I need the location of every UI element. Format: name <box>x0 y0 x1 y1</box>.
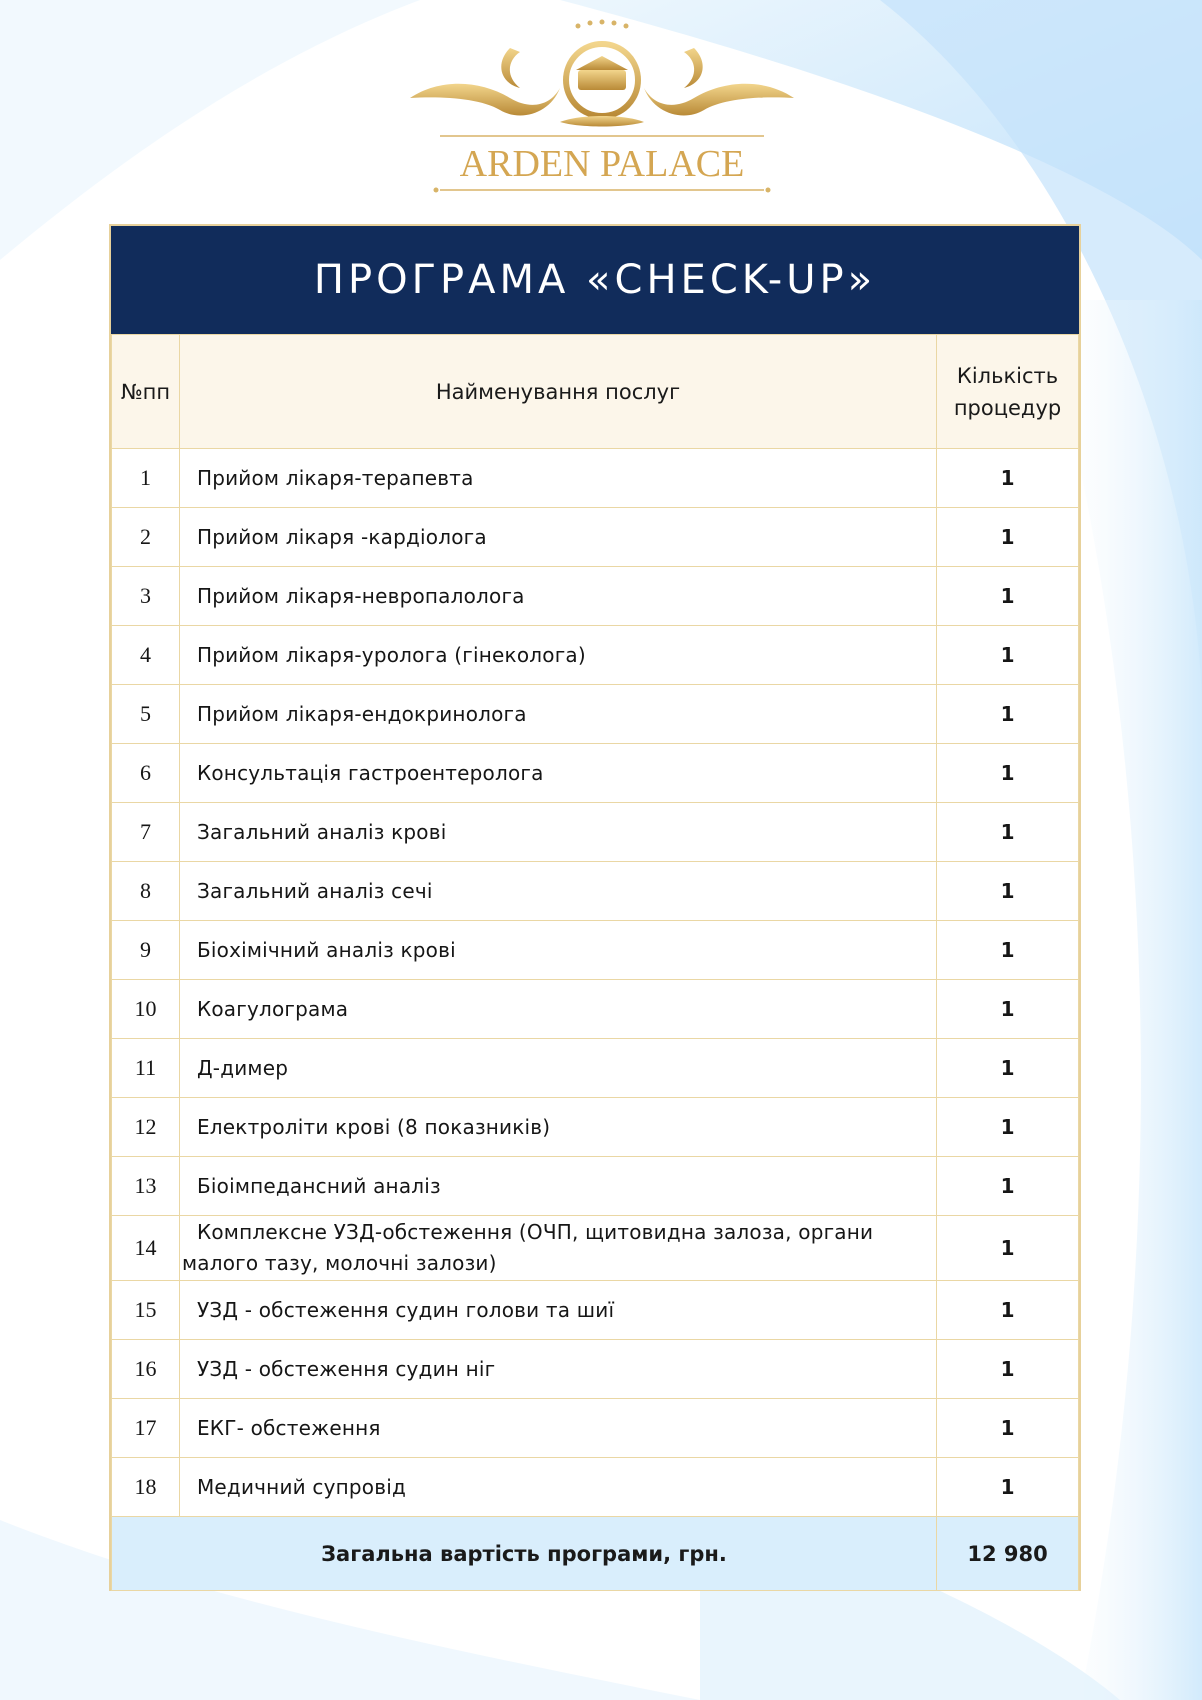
table-row <box>112 1157 1079 1216</box>
row-service-name: Прийом лікаря -кардіолога <box>179 508 936 567</box>
header-quantity: Кількість процедур <box>937 335 1079 449</box>
table-row <box>112 921 1079 980</box>
row-quantity: 1 <box>937 1157 1079 1216</box>
header-service-name: Найменування послуг <box>179 335 936 449</box>
row-number: 14 <box>112 1216 180 1281</box>
row-number: 12 <box>112 1098 180 1157</box>
row-service-name: УЗД - обстеження судин ніг <box>179 1340 936 1399</box>
table-row <box>112 862 1079 921</box>
table-row <box>112 1458 1079 1517</box>
row-number: 9 <box>112 921 180 980</box>
row-quantity: 1 <box>937 508 1079 567</box>
row-number: 5 <box>112 685 180 744</box>
row-quantity: 1 <box>937 626 1079 685</box>
row-quantity: 1 <box>937 980 1079 1039</box>
brand-name: ARDEN PALACE <box>459 143 745 185</box>
table-row <box>112 1216 1079 1281</box>
table-row <box>112 567 1079 626</box>
row-service-name: Медичний супровід <box>179 1458 936 1517</box>
table-row <box>112 449 1079 508</box>
row-service-name: Коагулограма <box>179 980 936 1039</box>
table-row <box>112 1340 1079 1399</box>
row-number: 16 <box>112 1340 180 1399</box>
row-quantity: 1 <box>937 685 1079 744</box>
row-quantity: 1 <box>937 744 1079 803</box>
row-service-name: Консультація гастроентеролога <box>179 744 936 803</box>
total-value: 12 980 <box>937 1517 1079 1591</box>
header-number: №пп <box>112 335 180 449</box>
row-service-name: Прийом лікаря-ендокринолога <box>179 685 936 744</box>
table-row <box>112 1399 1079 1458</box>
row-service-name: Загальний аналіз крові <box>179 803 936 862</box>
row-number: 3 <box>112 567 180 626</box>
row-number: 17 <box>112 1399 180 1458</box>
row-quantity: 1 <box>937 567 1079 626</box>
row-number: 4 <box>112 626 180 685</box>
row-service-name: Біохімічний аналіз крові <box>179 921 936 980</box>
row-number: 11 <box>112 1039 180 1098</box>
row-service-name <box>179 1216 936 1281</box>
total-row <box>112 1517 1079 1591</box>
table-row <box>112 1039 1079 1098</box>
row-quantity: 1 <box>937 803 1079 862</box>
row-service-name: Прийом лікаря-уролога (гінеколога) <box>179 626 936 685</box>
table-row <box>112 980 1079 1039</box>
row-service-name: Електроліти крові (8 показників) <box>179 1098 936 1157</box>
row-number: 18 <box>112 1458 180 1517</box>
row-service-name-line1: Комплексне УЗД-обстеження (ОЧП, щитовидна залоза, органи <box>196 1220 874 1244</box>
brand-underline-icon <box>400 18 804 198</box>
row-quantity: 1 <box>937 1281 1079 1340</box>
program-table-card <box>109 224 1081 1591</box>
row-number: 6 <box>112 744 180 803</box>
table-row <box>112 685 1079 744</box>
program-title: ПРОГРАМА «CHECK-UP» <box>111 226 1079 334</box>
row-service-name: УЗД - обстеження судин голови та шиї <box>179 1281 936 1340</box>
row-quantity: 1 <box>937 1039 1079 1098</box>
row-number: 7 <box>112 803 180 862</box>
table-row <box>112 744 1079 803</box>
row-service-name: ЕКГ- обстеження <box>179 1399 936 1458</box>
row-number: 10 <box>112 980 180 1039</box>
row-number: 15 <box>112 1281 180 1340</box>
arden-palace-logo <box>400 18 804 198</box>
row-number: 2 <box>112 508 180 567</box>
total-label: Загальна вартість програми, грн. <box>112 1517 937 1591</box>
table-row <box>112 626 1079 685</box>
row-quantity: 1 <box>937 1340 1079 1399</box>
table-row <box>112 803 1079 862</box>
table-header-row <box>112 335 1079 449</box>
table-row <box>112 1098 1079 1157</box>
row-number: 8 <box>112 862 180 921</box>
row-quantity: 1 <box>937 1399 1079 1458</box>
row-service-name: Прийом лікаря-невропалолога <box>179 567 936 626</box>
row-service-name: Загальний аналіз сечі <box>179 862 936 921</box>
row-quantity: 1 <box>937 1458 1079 1517</box>
table-row <box>112 508 1079 567</box>
row-quantity: 1 <box>937 921 1079 980</box>
row-quantity: 1 <box>937 449 1079 508</box>
row-quantity: 1 <box>937 1216 1079 1281</box>
row-quantity: 1 <box>937 862 1079 921</box>
row-service-name: Д-димер <box>179 1039 936 1098</box>
row-service-name: Біоімпедансний аналіз <box>179 1157 936 1216</box>
services-table <box>111 334 1079 1591</box>
row-number: 1 <box>112 449 180 508</box>
table-row <box>112 1281 1079 1340</box>
row-service-name-line2: малого тазу, молочні залози) <box>181 1251 497 1275</box>
row-number: 13 <box>112 1157 180 1216</box>
row-quantity: 1 <box>937 1098 1079 1157</box>
row-service-name: Прийом лікаря-терапевта <box>179 449 936 508</box>
